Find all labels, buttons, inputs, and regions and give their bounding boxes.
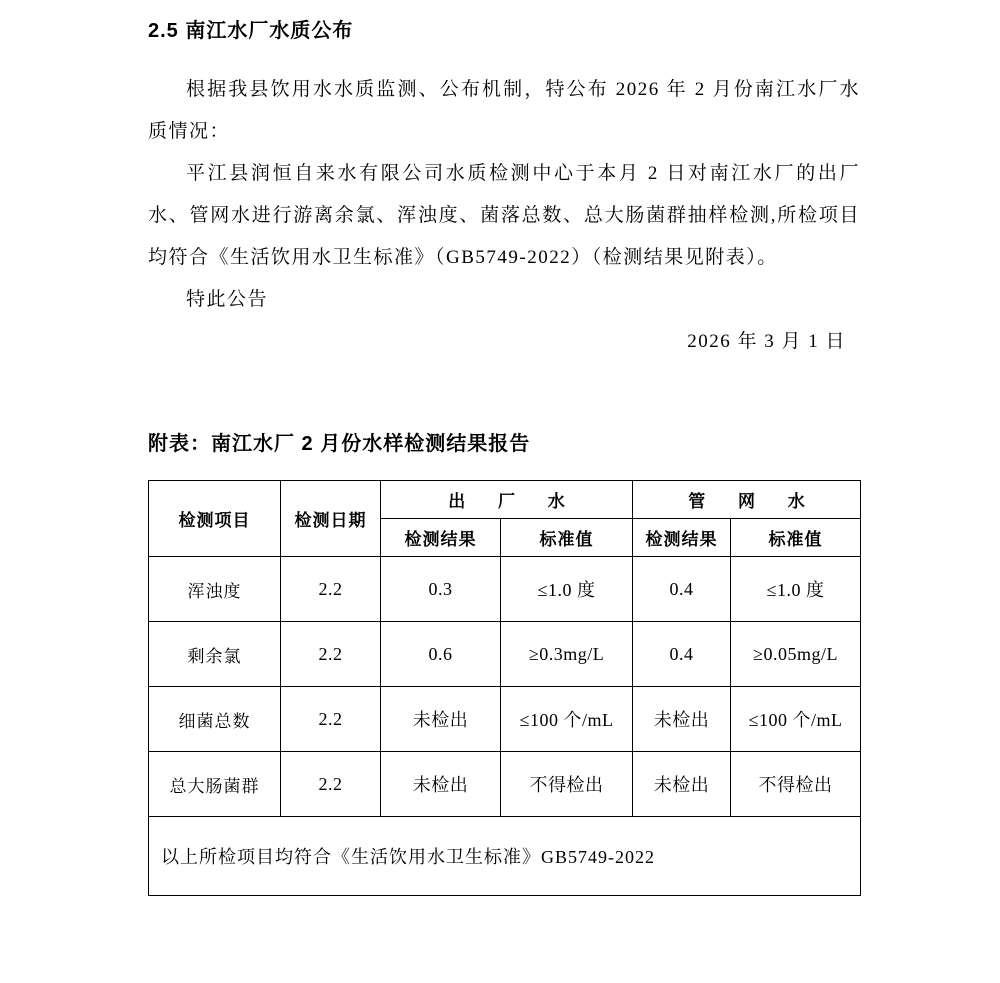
- cell-pipe-standard: 不得检出: [731, 752, 861, 817]
- cell-outlet-standard: ≤100 个/mL: [501, 687, 633, 752]
- cell-date: 2.2: [281, 622, 381, 687]
- paragraph-body: 平江县润恒自来水有限公司水质检测中心于本月 2 日对南江水厂的出厂水、管网水进行游离余氯、浑浊度、菌落总数、总大肠菌群抽样检测,所检项目均符合《生活饮用水卫生标准》（GB5749-2022）（检测结果见附表）。: [148, 163, 860, 268]
- cell-item: 总大肠菌群: [149, 752, 281, 817]
- cell-item: 浑浊度: [149, 557, 281, 622]
- table-row: [149, 622, 861, 687]
- cell-pipe-result: 0.4: [633, 622, 731, 687]
- announcement-line: 特此公告: [186, 289, 269, 310]
- cell-pipe-standard: ≤1.0 度: [731, 557, 861, 622]
- table-footer-note: 以上所检项目均符合《生活饮用水卫生标准》GB5749-2022: [149, 817, 861, 896]
- cell-item: 剩余氯: [149, 622, 281, 687]
- cell-outlet-result: 未检出: [381, 752, 501, 817]
- cell-pipe-standard: ≥0.05mg/L: [731, 622, 861, 687]
- cell-pipe-standard: ≤100 个/mL: [731, 687, 861, 752]
- water-quality-table: [148, 480, 861, 896]
- header-date: 检测日期: [281, 481, 381, 557]
- header-item: 检测项目: [149, 481, 281, 557]
- cell-outlet-standard: ≥0.3mg/L: [501, 622, 633, 687]
- cell-outlet-result: 0.3: [381, 557, 501, 622]
- section-heading: 2.5 南江水厂水质公布: [148, 20, 354, 42]
- cell-item: 细菌总数: [149, 687, 281, 752]
- table-row: [149, 687, 861, 752]
- cell-pipe-result: 0.4: [633, 557, 731, 622]
- cell-pipe-result: 未检出: [633, 687, 731, 752]
- table-row: [149, 752, 861, 817]
- table-header-row-1: [149, 481, 861, 519]
- header-standard-pipe: 标准值: [731, 519, 861, 557]
- cell-outlet-result: 未检出: [381, 687, 501, 752]
- cell-date: 2.2: [281, 752, 381, 817]
- table-row: [149, 557, 861, 622]
- table-footer-row: [149, 817, 861, 896]
- cell-outlet-standard: ≤1.0 度: [501, 557, 633, 622]
- header-result-pipe: 检测结果: [633, 519, 731, 557]
- cell-pipe-result: 未检出: [633, 752, 731, 817]
- document-date: 2026 年 3 月 1 日: [687, 331, 846, 352]
- paragraph-intro: 根据我县饮用水水质监测、公布机制，特公布 2026 年 2 月份南江水厂水质情况：: [148, 79, 860, 142]
- header-group-outlet-water: 出 厂 水: [381, 481, 633, 519]
- cell-outlet-result: 0.6: [381, 622, 501, 687]
- header-result-outlet: 检测结果: [381, 519, 501, 557]
- cell-date: 2.2: [281, 687, 381, 752]
- cell-date: 2.2: [281, 557, 381, 622]
- header-group-pipe-water: 管 网 水: [633, 481, 861, 519]
- cell-outlet-standard: 不得检出: [501, 752, 633, 817]
- document-page: [148, 14, 860, 896]
- header-standard-outlet: 标准值: [501, 519, 633, 557]
- table-caption: 附表：南江水厂 2 月份水样检测结果报告: [148, 433, 531, 455]
